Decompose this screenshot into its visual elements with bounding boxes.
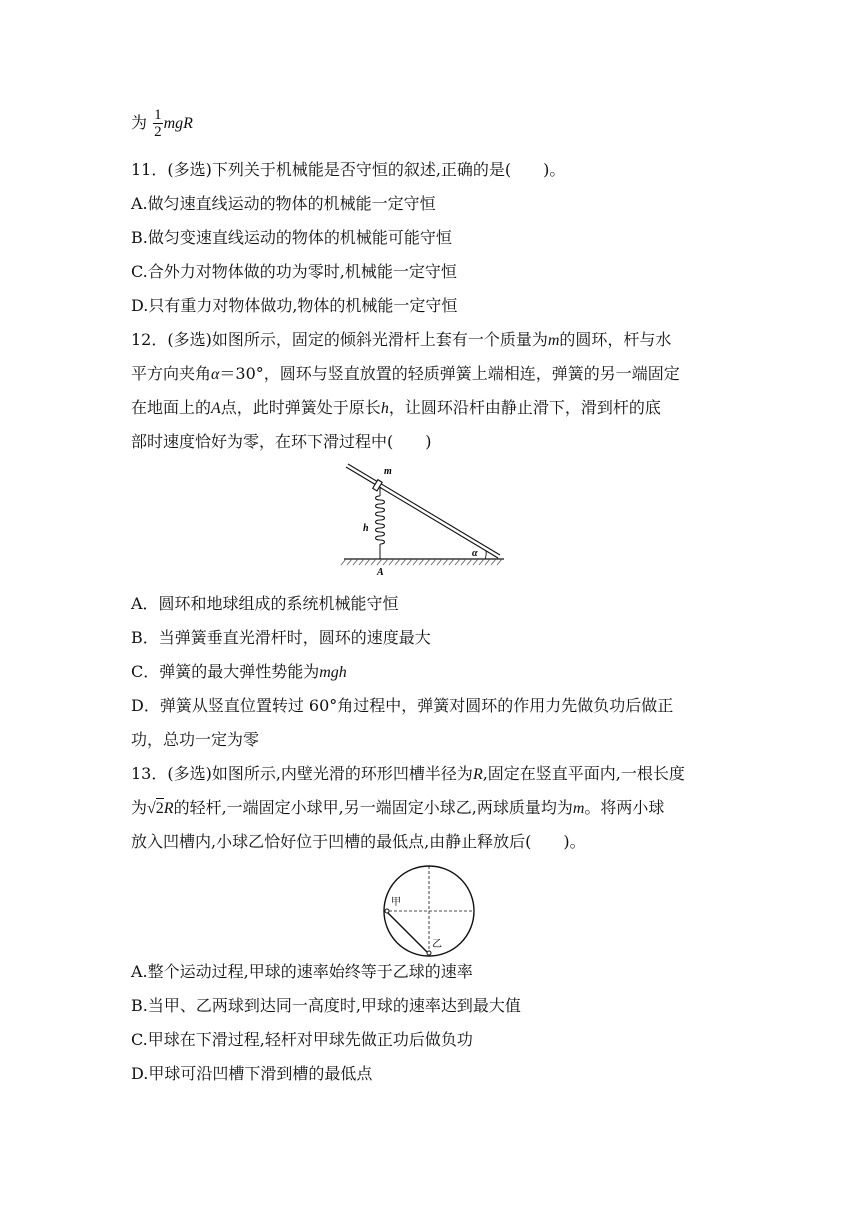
q13-option-d: D.甲球可沿凹槽下滑到槽的最低点 [131, 1064, 373, 1083]
angle-arc [485, 551, 486, 559]
ring [373, 480, 382, 491]
q13-stem-line3: 放入凹槽内,小球乙恰好位于凹槽的最低点,由静止释放后( )。 [131, 832, 586, 851]
ground-hatch [341, 559, 502, 565]
text: 为 [131, 798, 148, 817]
fraction-denominator: 2 [154, 124, 162, 140]
text: ,固定在竖直平面内,一根长度 [482, 764, 685, 783]
q11-option-c: C.合外力对物体做的功为零时,机械能一定守恒 [131, 262, 457, 281]
q12-stem-line4: 部时速度恰好为零，在环下滑过程中( ) [131, 432, 432, 451]
label-m: m [384, 466, 392, 477]
text: ＝30°，圆环与竖直放置的轻质弹簧上端相连，弹簧的另一端固定 [219, 364, 680, 383]
var-mgh: mgh [319, 664, 347, 681]
label-a: A [377, 567, 384, 578]
q11-option-b: B.做匀变速直线运动的物体的机械能可能守恒 [131, 228, 452, 247]
text: 12．(多选)如图所示，固定的倾斜光滑杆上套有一个质量为 [131, 330, 548, 349]
q13-option-b: B.当甲、乙两球到达同一高度时,甲球的速率达到最大值 [131, 996, 521, 1015]
ball-jia [385, 909, 389, 913]
prefix-text: 为 [131, 113, 148, 132]
var-m: m [572, 800, 585, 817]
q12-stem-line1 [131, 330, 671, 351]
q12-option-b: B．当弹簧垂直光滑杆时，圆环的速度最大 [131, 628, 431, 647]
ball-yi [427, 951, 431, 955]
q11-stem: 11．(多选)下列关于机械能是否守恒的叙述,正确的是( )。 [131, 160, 566, 179]
var-alpha: α [211, 366, 220, 383]
var-a: A [211, 400, 221, 417]
var-r: R [472, 766, 483, 783]
q13-stem-line1 [131, 764, 685, 785]
q12-stem-line3 [131, 398, 661, 419]
text: 13．(多选)如图所示,内壁光滑的环形凹槽半径为 [131, 764, 473, 783]
fraction-numerator: 1 [154, 107, 162, 123]
q13-option-c: C.甲球在下滑过程,轻杆对甲球先做正功后做负功 [131, 1030, 473, 1049]
text: C．弹簧的最大弹性势能为 [131, 662, 320, 681]
q12-stem-line2 [131, 364, 680, 385]
expression: mgR [163, 115, 193, 132]
text: 平方向夹角 [131, 364, 212, 383]
q12-option-d-line2: 功，总功一定为零 [131, 730, 260, 749]
q12-option-c [131, 662, 347, 683]
text: ，让圆环沿杆由静止滑下，滑到杆的底 [388, 398, 661, 417]
var-h: h [380, 400, 389, 417]
q12-figure [340, 462, 510, 580]
var-m: m [547, 332, 560, 349]
text: 在地面上的 [131, 398, 212, 417]
fraction [153, 107, 163, 140]
prev-answer-fragment [131, 107, 193, 140]
q12-option-a: A．圆环和地球组成的系统机械能守恒 [131, 594, 399, 613]
text: 的圆环，杆与水 [559, 330, 672, 349]
q11-option-d: D.只有重力对物体做功,物体的机械能一定守恒 [131, 296, 458, 315]
q11-option-a: A.做匀速直线运动的物体的机械能一定守恒 [131, 194, 436, 213]
q13-option-a: A.整个运动过程,甲球的速率始终等于乙球的速率 [131, 962, 473, 981]
label-alpha: α [472, 548, 478, 559]
var-r: R [163, 800, 174, 817]
text: 点，此时弹簧处于原长 [220, 398, 381, 417]
label-yi: 乙 [432, 939, 442, 950]
text: 的轻杆,一端固定小球甲,另一端固定小球乙,两球质量均为 [173, 798, 573, 817]
light-rod [386, 911, 429, 954]
rod-edge [346, 467, 498, 558]
label-h: h [363, 523, 369, 534]
text: 。将两小球 [584, 798, 665, 817]
q12-option-d-line1: D．弹簧从竖直位置转过 60°角过程中，弹簧对圆环的作用力先做负功后做正 [131, 696, 674, 715]
sqrt-radicand: 2 [155, 800, 164, 817]
label-jia: 甲 [391, 897, 401, 908]
q13-figure [382, 864, 476, 958]
q13-stem-line2 [131, 798, 664, 819]
spring-coil [376, 496, 385, 544]
rod-edge [348, 464, 500, 555]
sqrt-expr: √2 [147, 800, 164, 817]
